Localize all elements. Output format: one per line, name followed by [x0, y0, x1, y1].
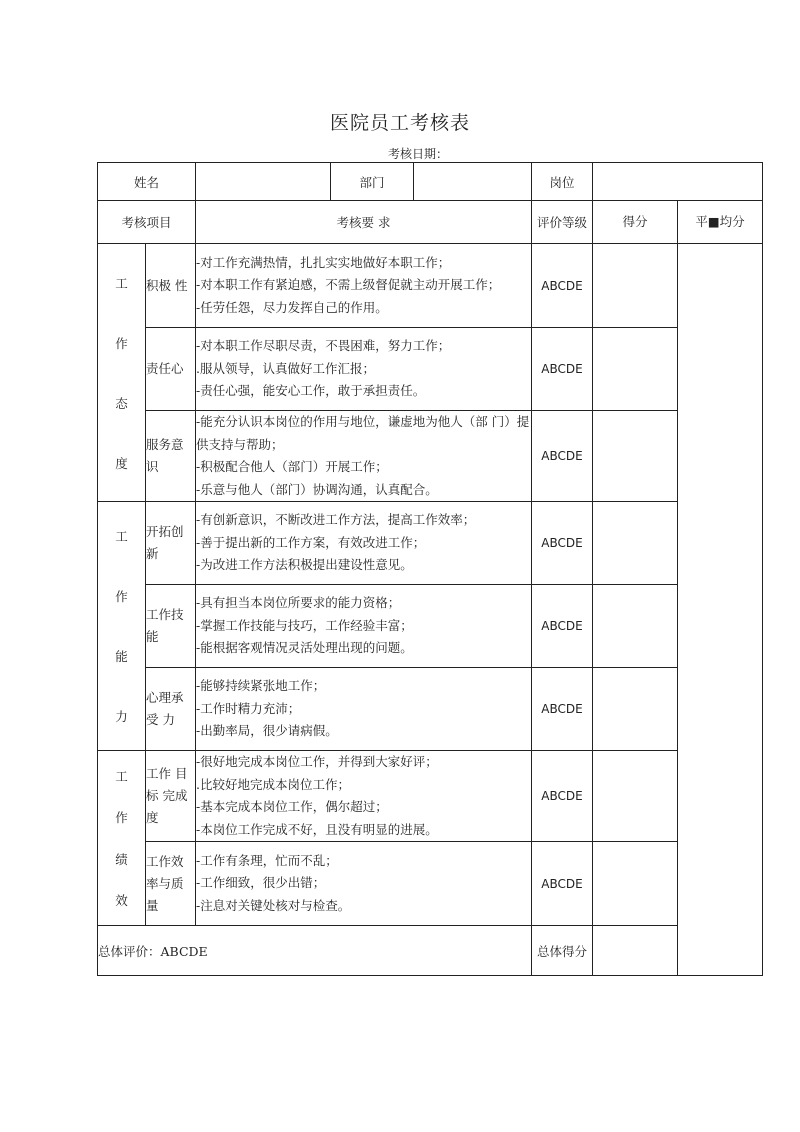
header-score: 得分 — [593, 201, 678, 244]
requirement-line: -出勤率局，很少请病假。 — [196, 723, 338, 739]
requirement-cell — [196, 751, 532, 842]
category-attitude — [98, 244, 146, 502]
requirement-line: -对本职工作有紧迫感，不需上级督促就主动开展工作； — [196, 277, 501, 293]
category-char: 作 — [115, 589, 128, 604]
requirement-line: -乐意与他人（部门）协调沟通，认真配合。 — [196, 481, 438, 497]
requirement-line: -对本职工作尽职尽责，不畏困难，努力工作； — [196, 338, 451, 354]
requirement-line: -本岗位工作完成不好，且没有明显的进展。 — [196, 821, 438, 837]
total-score-label: 总体得分 — [532, 926, 593, 976]
category-char: 能 — [115, 649, 128, 664]
requirement-line: -能充分认识本岗位的作用与地位，谦虚地为他人（部 门）提供支持与帮助； — [196, 414, 530, 452]
score-cell[interactable] — [593, 585, 678, 668]
grade-options[interactable]: ABCDE — [532, 244, 593, 328]
requirement-cell — [196, 328, 532, 411]
score-cell[interactable] — [593, 328, 678, 411]
score-cell[interactable] — [593, 244, 678, 328]
requirement-line: -工作时精力充沛； — [196, 700, 301, 716]
requirement-line: -有创新意识，不断改进工作方法，提高工作效率； — [196, 512, 476, 528]
grade-options[interactable]: ABCDE — [532, 502, 593, 585]
post-field[interactable] — [593, 163, 763, 201]
requirement-cell — [196, 411, 532, 502]
dept-label: 部门 — [331, 163, 414, 201]
grade-options[interactable]: ABCDE — [532, 751, 593, 842]
requirement-line: -善于提出新的工作方案，有效改进工作； — [196, 534, 426, 550]
requirement-line: -为改进工作方法积极提出建设性意见。 — [196, 557, 413, 573]
category-char: 绩 — [115, 851, 128, 867]
header-requirement: 考核要 求 — [196, 201, 532, 244]
dept-field[interactable] — [414, 163, 532, 201]
category-char: 力 — [115, 709, 128, 724]
score-cell[interactable] — [593, 751, 678, 842]
total-score-field[interactable] — [593, 926, 763, 976]
item-label: 心理承受 力 — [146, 668, 196, 751]
item-label: 责任心 — [146, 328, 196, 411]
requirement-cell — [196, 668, 532, 751]
category-performance — [98, 751, 146, 926]
name-field[interactable] — [196, 163, 331, 201]
grade-options[interactable]: ABCDE — [532, 328, 593, 411]
score-cell[interactable] — [593, 411, 678, 502]
grade-options[interactable]: ABCDE — [532, 411, 593, 502]
grade-options[interactable]: ABCDE — [532, 668, 593, 751]
header-avg: 平■均分 — [678, 201, 763, 244]
requirement-cell — [196, 842, 532, 926]
header-grade: 评价等级 — [532, 201, 593, 244]
requirement-line: -对工作充满热情，扎扎实实地做好本职工作； — [196, 254, 451, 270]
header-item: 考核项目 — [98, 201, 196, 244]
date-label: 考核日期： — [388, 147, 449, 161]
requirement-line: -很好地完成本岗位工作，并得到大家好评； — [196, 754, 438, 769]
avg-score-cell[interactable] — [678, 244, 763, 976]
category-char: 态 — [115, 395, 128, 411]
requirement-line: -工作有条理，忙而不乱； — [196, 852, 338, 868]
requirement-line: -能根据客观情况灵活处理出现的问题。 — [196, 640, 413, 656]
post-label: 岗位 — [532, 163, 593, 201]
requirement-line: -基本完成本岗位工作，偶尔超过； — [196, 799, 388, 814]
item-label: 服务意识 — [146, 411, 196, 502]
score-cell[interactable] — [593, 668, 678, 751]
score-cell[interactable] — [593, 842, 678, 926]
requirement-line: -具有担当本岗位所要求的能力资格； — [196, 595, 401, 611]
requirement-cell — [196, 244, 532, 328]
requirement-line: -工作细致，很少出错； — [196, 875, 326, 891]
category-char: 工 — [115, 769, 128, 785]
requirement-line: -能够持续紧张地工作； — [196, 678, 326, 694]
name-label: 姓名 — [98, 163, 196, 201]
item-label: 工作技能 — [146, 585, 196, 668]
grade-options[interactable]: ABCDE — [532, 842, 593, 926]
item-label: 积极 性 — [146, 244, 196, 328]
requirement-line: -积极配合他人（部门）开展工作； — [196, 459, 388, 474]
category-char: 作 — [115, 810, 128, 826]
requirement-cell — [196, 502, 532, 585]
category-char: 工 — [115, 275, 128, 291]
requirement-line: .服从领导，认真做好工作汇报； — [196, 360, 375, 376]
category-char: 工 — [115, 529, 128, 544]
category-char: 效 — [115, 892, 128, 908]
evaluation-table — [97, 162, 763, 976]
grade-options[interactable]: ABCDE — [532, 585, 593, 668]
item-label: 工作 目标 完成度 — [146, 751, 196, 842]
score-cell[interactable] — [593, 502, 678, 585]
requirement-line: .比较好地完成本岗位工作； — [196, 776, 350, 792]
requirement-line: -掌握工作技能与技巧，工作经验丰富； — [196, 617, 413, 633]
page-title: 医院员工考核表 — [329, 112, 470, 134]
requirement-line: -任劳任怨，尽力发挥自己的作用。 — [196, 299, 388, 315]
overall-evaluation[interactable]: 总体评价：ABCDE — [98, 926, 532, 976]
category-char: 度 — [115, 455, 128, 471]
requirement-line: -责任心强，能安心工作，敢于承担责任。 — [196, 383, 426, 399]
category-ability — [98, 502, 146, 751]
item-label: 开拓创新 — [146, 502, 196, 585]
requirement-line: -注息对关键处核对与检查。 — [196, 897, 351, 913]
requirement-cell — [196, 585, 532, 668]
category-char: 作 — [115, 335, 128, 351]
item-label: 工作效率与质量 — [146, 842, 196, 926]
